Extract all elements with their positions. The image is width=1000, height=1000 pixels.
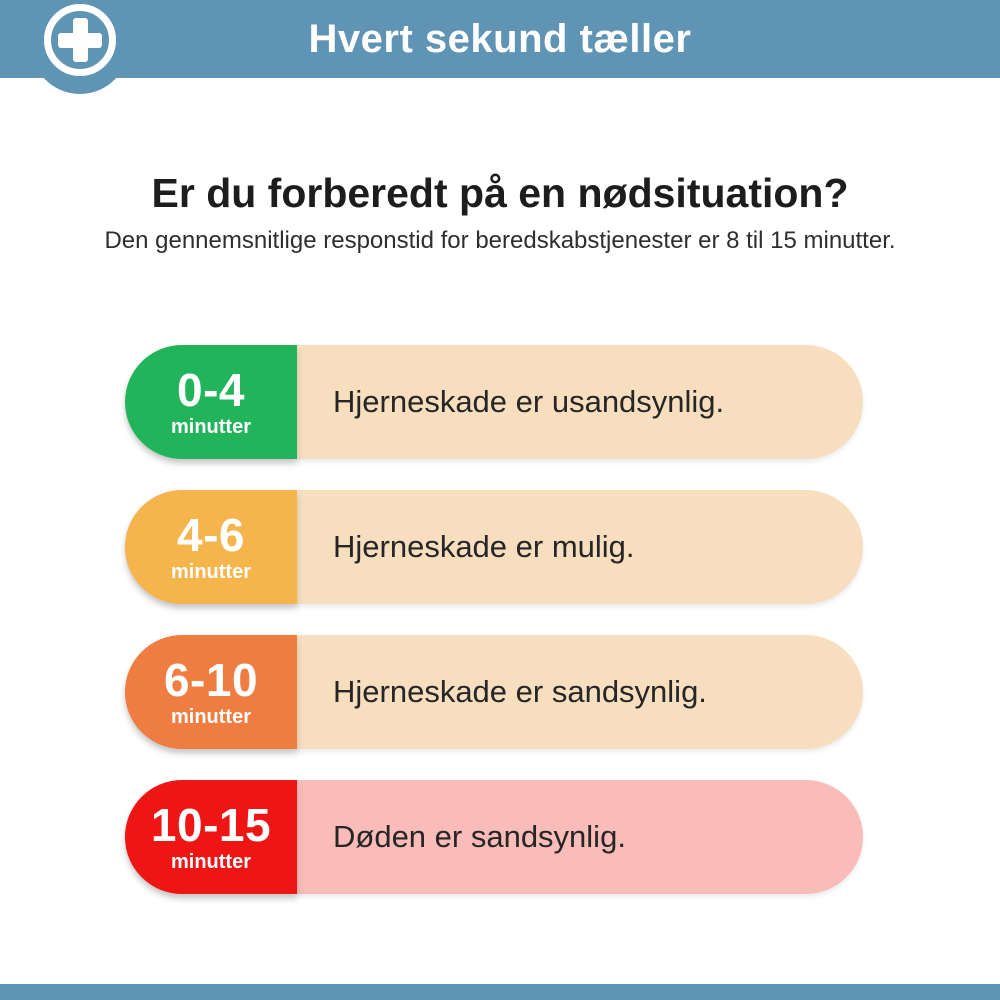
- timeline-row-0-4: [125, 345, 863, 459]
- time-unit: minutter: [171, 560, 251, 583]
- time-range: 6-10: [163, 653, 259, 706]
- footer-bar: [0, 984, 1000, 1000]
- time-range: 0-4: [177, 363, 245, 416]
- row-description: Hjerneskade er mulig.: [333, 529, 635, 564]
- time-unit: minutter: [171, 415, 251, 438]
- page-subheading: Den gennemsnitlige responstid for beredskabstjenester er 8 til 15 minutter.: [104, 227, 896, 255]
- time-unit: minutter: [171, 850, 251, 873]
- timeline-row-10-15: [125, 780, 863, 894]
- cross-glyph: [44, 4, 116, 76]
- time-range: 10-15: [150, 798, 272, 851]
- header-banner: [0, 0, 1000, 78]
- row-description: Hjerneskade er sandsynlig.: [333, 674, 707, 709]
- medical-cross-icon: [31, 0, 129, 94]
- row-description: Døden er sandsynlig.: [333, 819, 626, 854]
- time-unit: minutter: [171, 705, 251, 728]
- timeline-row-4-6: [125, 490, 863, 604]
- time-range: 4-6: [177, 508, 245, 561]
- app-title: Hvert sekund tæller: [308, 16, 692, 61]
- response-time-rows: [125, 345, 863, 925]
- time-badge: [125, 345, 297, 459]
- time-badge: [125, 780, 297, 894]
- page-heading: Er du forberedt på en nødsituation?: [151, 170, 849, 216]
- row-description: Hjerneskade er usandsynlig.: [333, 384, 725, 419]
- intro-section: [0, 78, 1000, 256]
- time-badge: [125, 635, 297, 749]
- timeline-row-6-10: [125, 635, 863, 749]
- time-badge: [125, 490, 297, 604]
